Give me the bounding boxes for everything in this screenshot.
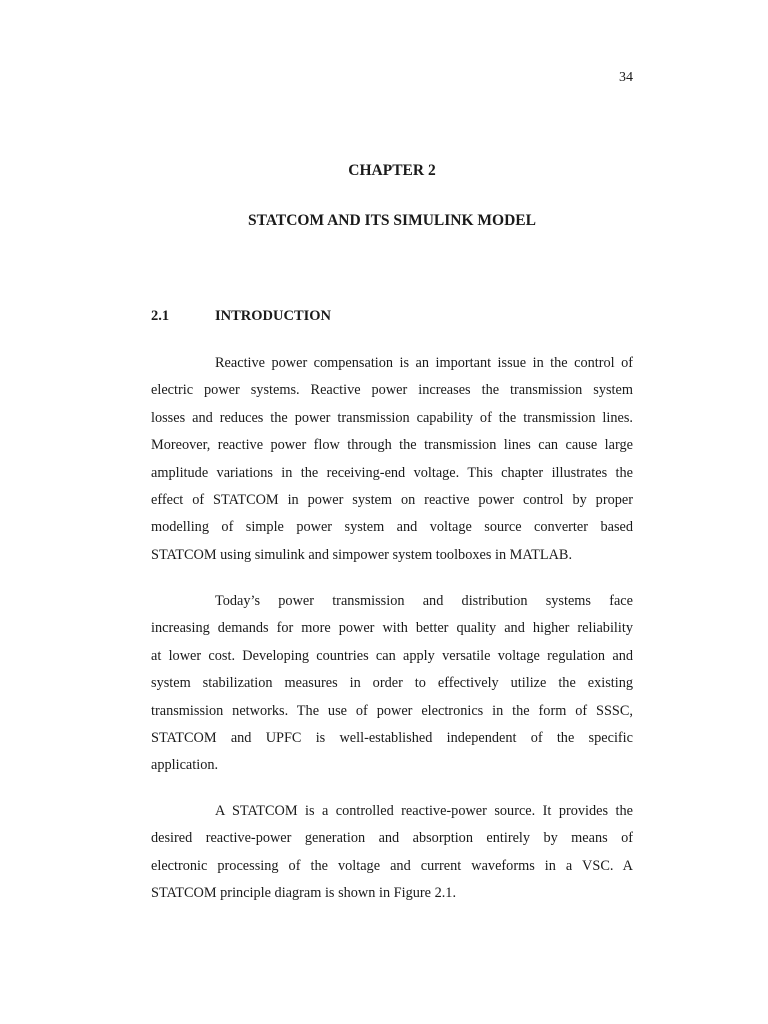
paragraph-line: electronic processing of the voltage and current waveforms in a VSC. A	[151, 857, 633, 874]
paragraph-line: modelling of simple power system and voltage source converter based	[151, 519, 633, 536]
section-title: INTRODUCTION	[215, 308, 332, 324]
paragraph-line: Today’s power transmission and distribution systems face	[215, 593, 633, 609]
paragraph-line: Reactive power compensation is an important issue in the control of	[215, 355, 633, 371]
paragraph-line: A STATCOM is a controlled reactive-power source. It provides the	[215, 803, 633, 819]
chapter-label: CHAPTER 2	[348, 162, 436, 179]
paragraph-line: STATCOM principle diagram is shown in Figure 2.1.	[151, 885, 457, 902]
paragraph-line: increasing demands for more power with better quality and higher reliability	[151, 620, 633, 637]
chapter-title: STATCOM AND ITS SIMULINK MODEL	[248, 212, 536, 229]
paragraph-line: amplitude variations in the receiving-end voltage. This chapter illustrates the	[151, 464, 633, 481]
paragraph-power-transmission	[151, 588, 633, 780]
section-heading	[151, 308, 331, 325]
paragraph-line: desired reactive-power generation and absorption entirely by means of	[151, 830, 633, 847]
paragraph-line: system stabilization measures in order to effectively utilize the existing	[151, 675, 633, 692]
paragraph-line: losses and reduces the power transmission capability of the transmission lines.	[151, 409, 633, 426]
paragraph-line: application.	[151, 757, 219, 774]
paragraph-reactive-power	[151, 350, 633, 569]
paragraph-line: transmission networks. The use of power electronics in the form of SSSC,	[151, 702, 633, 719]
paragraph-line: at lower cost. Developing countries can apply versatile voltage regulation and	[151, 647, 633, 664]
paragraph-line: electric power systems. Reactive power increases the transmission system	[151, 382, 633, 399]
paragraph-statcom-definition	[151, 798, 633, 908]
paragraph-line: Moreover, reactive power flow through the transmission lines can cause large	[151, 437, 633, 454]
paragraph-line: STATCOM and UPFC is well-established independent of the specific	[151, 729, 633, 746]
page-number: 34	[619, 70, 633, 85]
paragraph-line: STATCOM using simulink and simpower system toolboxes in MATLAB.	[151, 546, 573, 563]
section-number: 2.1	[151, 308, 170, 324]
paragraph-line: effect of STATCOM in power system on reactive power control by proper	[151, 491, 633, 508]
